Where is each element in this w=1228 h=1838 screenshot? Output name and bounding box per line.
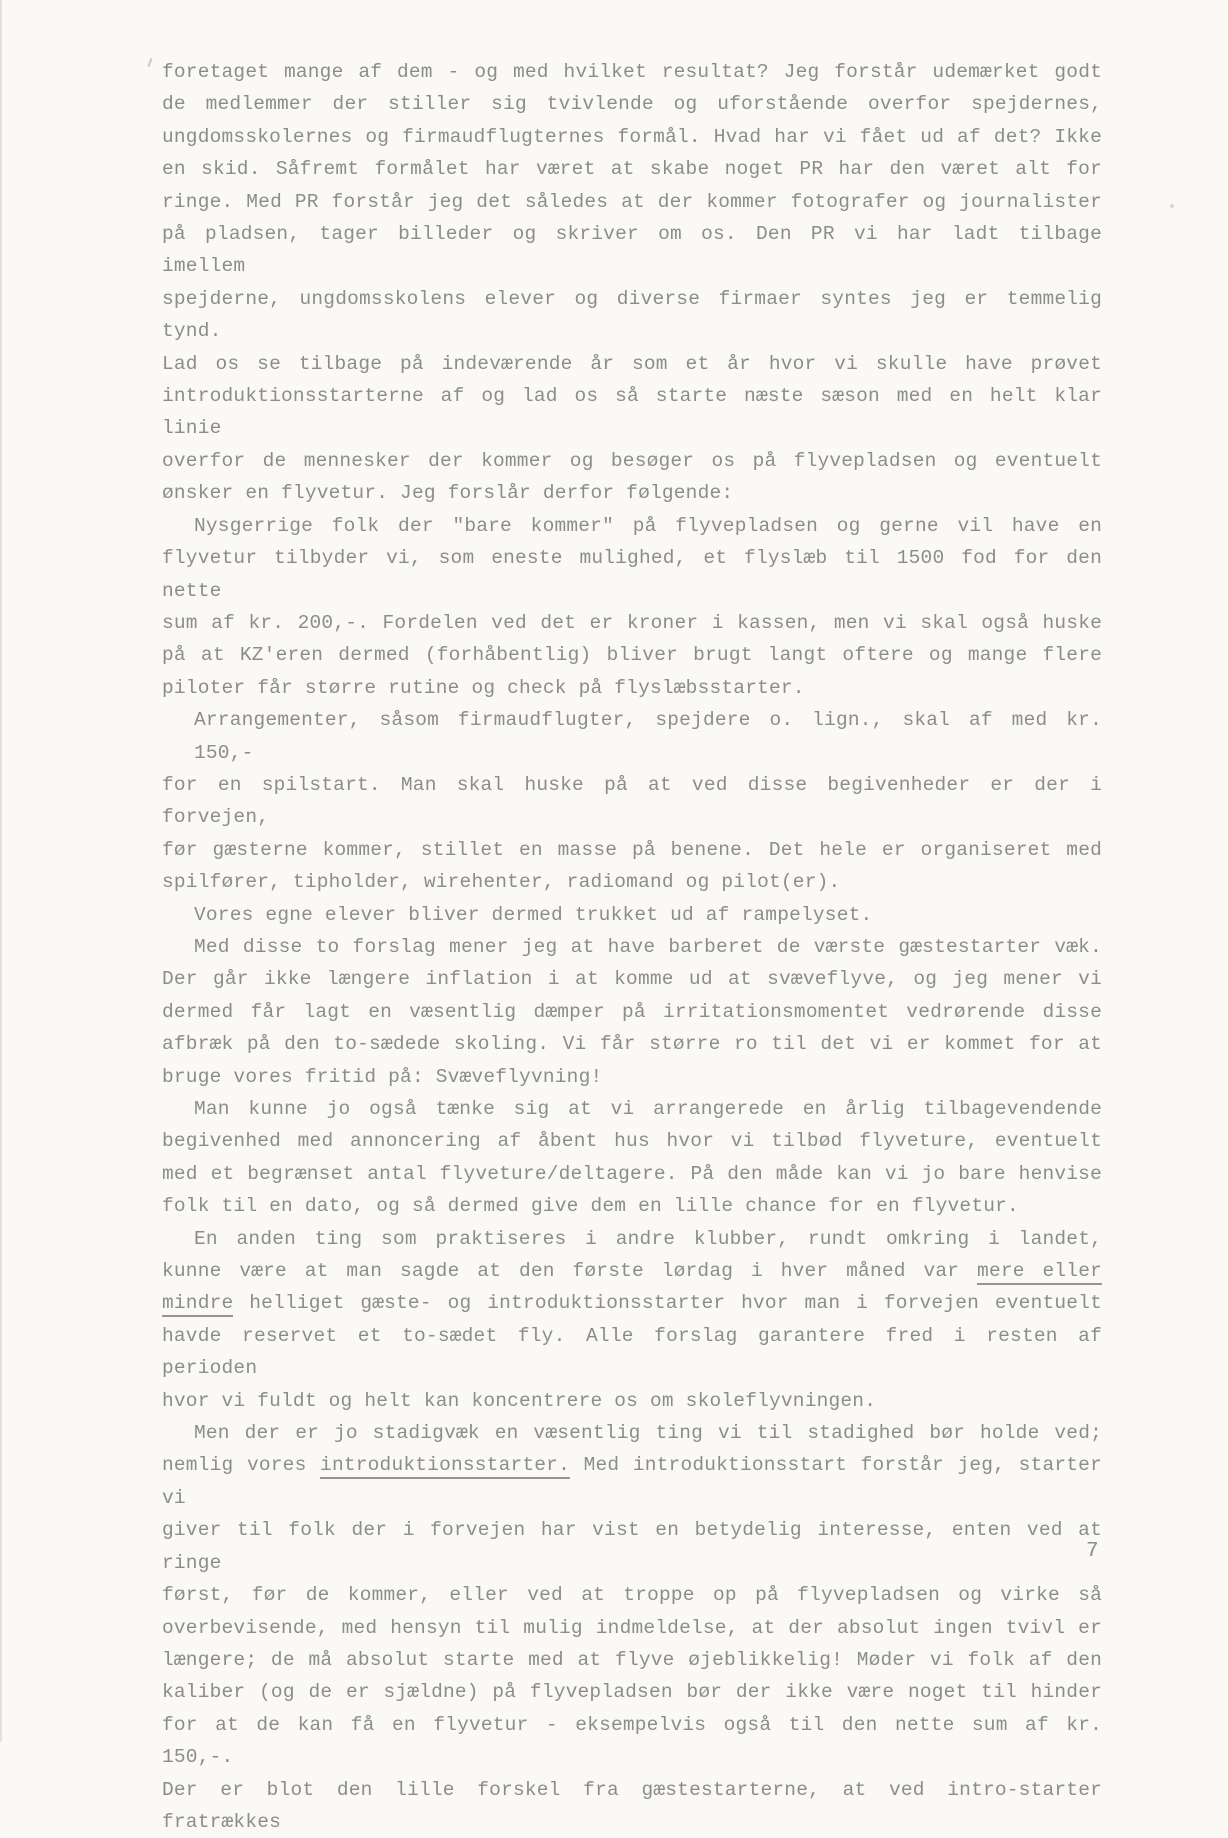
text-segment: med et begrænset antal flyveture/deltagere. På den måde kan vi jo bare henvise: [162, 1162, 1102, 1185]
text-segment: giver til folk der i forvejen har vist en betydelig interesse, enten ved at ringe: [162, 1519, 1102, 1574]
text-segment: piloter får større rutine og check på flyslæbsstarter.: [162, 676, 805, 699]
text-segment: spilfører, tipholder, wirehenter, radiomand og pilot(er).: [162, 871, 841, 894]
text-line: [162, 1385, 1102, 1417]
text-segment: Arrangementer, såsom firmaudflugter, spejdere o. lign., skal af med kr. 150,-: [194, 709, 1102, 764]
text-segment: foretaget mange af dem - og med hvilket resultat? Jeg forstår udemærket godt: [162, 61, 1102, 83]
text-segment: før gæsterne kommer, stillet en masse på benene. Det hele er organiseret med: [162, 838, 1102, 861]
text-segment: Med disse to forslag mener jeg at have barberet de værste gæstestarter væk.: [194, 935, 1102, 958]
text-segment: overfor de mennesker der kommer og besøger os på flyvepladsen og eventuelt: [162, 449, 1102, 472]
text-line: [162, 834, 1102, 866]
text-line: [162, 963, 1102, 995]
text-segment: En anden ting som praktiseres i andre klubber, rundt omkring i landet,: [194, 1227, 1102, 1250]
text-segment: sum af kr. 200,-. Fordelen ved det er kroner i kassen, men vi skal også huske: [162, 611, 1102, 634]
text-line: [162, 1774, 1102, 1838]
text-segment: ringe. Med PR forstår jeg det således at der kommer fotografer og journalister: [162, 190, 1102, 213]
text-line: [162, 477, 1102, 509]
text-line: [162, 1028, 1102, 1060]
text-line: [162, 1320, 1102, 1385]
underlined-text: mindre: [162, 1292, 233, 1317]
text-line: [162, 542, 1102, 607]
text-segment: Lad os se tilbage på indeværende år som et år hvor vi skulle have prøvet: [162, 352, 1102, 375]
text-line: [162, 283, 1102, 348]
text-segment: længere; de må absolut starte med at flyve øjeblikkelig! Møder vi folk af den: [162, 1648, 1102, 1671]
text-line: [162, 607, 1102, 639]
text-segment: helliget gæste- og introduktionsstarter hvor man i forvejen eventuelt: [233, 1292, 1102, 1315]
text-segment: ønsker en flyvetur. Jeg forslår derfor følgende:: [162, 482, 734, 505]
text-line: [162, 380, 1102, 445]
text-line: [162, 218, 1102, 283]
text-segment: på pladsen, tager billeder og skriver om os. Den PR vi har ladt tilbage imellem: [162, 223, 1102, 278]
text-line: [162, 186, 1102, 218]
text-line: [162, 1449, 1102, 1514]
underlined-text: mere eller: [977, 1260, 1102, 1285]
text-segment: ungdomsskolernes og firmaudflugternes formål. Hvad har vi fået ud af det? Ikke: [162, 125, 1102, 148]
text-line: [162, 1579, 1102, 1611]
text-segment: Vores egne elever bliver dermed trukket ud af rampelyset.: [194, 903, 873, 926]
text-segment: først, før de kommer, eller ved at troppe op på flyvepladsen og virke så: [162, 1584, 1102, 1607]
text-line: [162, 56, 1102, 88]
page-number: 7: [1086, 1540, 1099, 1563]
text-segment: Med introduktionsstart forstår jeg, starter vi: [162, 1454, 1102, 1509]
text-segment: dermed får lagt en væsentlig dæmper på irritationsmomentet vedrørende disse: [162, 1000, 1102, 1023]
text-segment: bruge vores fritid på: Svæveflyvning!: [162, 1065, 603, 1088]
text-segment: introduktionsstarterne af og lad os så starte næste sæson med en helt klar linie: [162, 385, 1102, 440]
text-line: [162, 1158, 1102, 1190]
text-line: [162, 1190, 1102, 1222]
text-line: [162, 1644, 1102, 1676]
text-segment: en skid. Såfremt formålet har været at skabe noget PR har den været alt for: [162, 158, 1102, 181]
text-segment: begivenhed med annoncering af åbent hus hvor vi tilbød flyveture, eventuelt: [162, 1130, 1102, 1153]
text-segment: hvor vi fuldt og helt kan koncentrere os om skoleflyvningen.: [162, 1389, 877, 1412]
text-line: [162, 704, 1102, 769]
text-segment: Nysgerrige folk der "bare kommer" på flyvepladsen og gerne vil have en: [194, 514, 1102, 537]
underlined-text: introduktionsstarter.: [320, 1454, 570, 1479]
text-line: [162, 866, 1102, 898]
text-line: [162, 1612, 1102, 1644]
text-segment: for en spilstart. Man skal huske på at ved disse begivenheder er der i forvejen,: [162, 773, 1102, 829]
scan-artifact: [1170, 204, 1174, 208]
text-line: [162, 1417, 1102, 1449]
text-line: [162, 1255, 1102, 1287]
text-segment: kunne være at man sagde at den første lørdag i hver måned var: [162, 1260, 978, 1283]
text-line: [162, 121, 1102, 153]
text-segment: de medlemmer der stiller sig tvivlende og uforstående overfor spejdernes,: [162, 93, 1102, 116]
text-segment: Der er blot den lille forskel fra gæstestarterne, at ved intro-starter fratrækkes: [162, 1778, 1102, 1833]
text-segment: nemlig vores: [162, 1454, 321, 1477]
text-segment: havde reservet et to-sædet fly. Alle forslag garantere fred i resten af perioden: [162, 1324, 1102, 1380]
text-line: [162, 931, 1102, 963]
text-segment: flyvetur tilbyder vi, som eneste mulighed, et flyslæb til 1500 fod for den nette: [162, 547, 1102, 602]
text-line: [162, 1514, 1102, 1579]
text-segment: for at de kan få en flyvetur - eksempelvis også til den nette sum af kr. 150,-.: [162, 1713, 1102, 1769]
paper-scan-edge: [0, 0, 2, 1742]
text-line: [162, 348, 1102, 380]
scan-artifact: [148, 58, 153, 67]
text-segment: på at KZ'eren dermed (forhåbentlig) bliver brugt langt oftere og mange flere: [162, 644, 1102, 667]
text-line: [162, 996, 1102, 1028]
text-line: [162, 1061, 1102, 1093]
text-segment: kaliber (og de er sjældne) på flyvepladsen bør der ikke være noget til hinder: [162, 1681, 1102, 1704]
text-line: [162, 153, 1102, 185]
text-segment: folk til en dato, og så dermed give dem en lille chance for en flyvetur.: [162, 1195, 1019, 1218]
text-segment: spejderne, ungdomsskolens elever og diverse firmaer syntes jeg er temmelig tynd.: [162, 287, 1102, 343]
text-line: [162, 1125, 1102, 1157]
text-line: [162, 1709, 1102, 1774]
text-line: [162, 1223, 1102, 1255]
text-segment: afbræk på den to-sædede skoling. Vi får større ro til det vi er kommet for at: [162, 1033, 1102, 1056]
text-segment: Man kunne jo også tænke sig at vi arrangerede en årlig tilbagevendende: [194, 1098, 1102, 1120]
text-line: [162, 899, 1102, 931]
text-line: [162, 445, 1102, 477]
text-line: [162, 1676, 1102, 1708]
text-segment: Der går ikke længere inflation i at komme ud at svæveflyve, og jeg mener vi: [162, 968, 1102, 991]
text-line: [162, 88, 1102, 120]
text-segment: Men der er jo stadigvæk en væsentlig ting vi til stadighed bør holde ved;: [194, 1422, 1102, 1445]
text-line: [162, 639, 1102, 671]
text-column: [162, 56, 1102, 1838]
text-line: [162, 510, 1102, 542]
text-line: [162, 1287, 1102, 1319]
text-line: [162, 769, 1102, 834]
text-line: [162, 672, 1102, 704]
text-segment: overbevisende, med hensyn til mulig indmeldelse, at der absolut ingen tvivl er: [162, 1616, 1102, 1639]
text-line: [162, 1093, 1102, 1125]
